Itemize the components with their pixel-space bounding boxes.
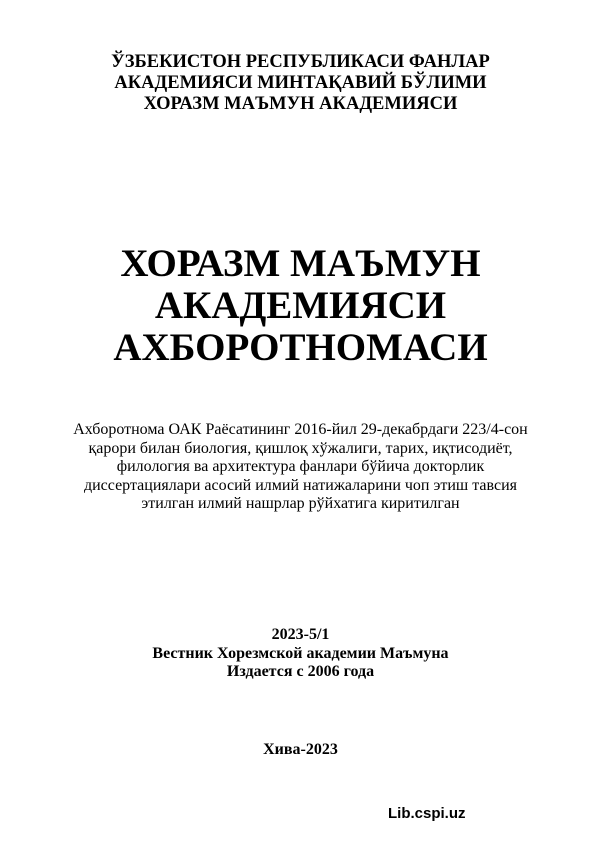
- published-since: Издается с 2006 года: [226, 663, 375, 680]
- institution-line-3: ХОРАЗМ МАЪМУН АКАДЕМИЯСИ: [143, 94, 458, 114]
- accreditation-line-2: қарори билан биология, қишлоқ хўжалиги, тарих, иқтисодиёт,: [88, 439, 513, 457]
- issue-info: [0, 626, 601, 682]
- accreditation-statement: [0, 421, 601, 514]
- institution-line-2: АКАДЕМИЯСИ МИНТАҚАВИЙ БЎЛИМИ: [114, 73, 487, 93]
- journal-title: [0, 243, 601, 369]
- place-and-year: [0, 741, 601, 759]
- russian-title: Вестник Хорезмской академии Маъмуна: [152, 644, 449, 662]
- accreditation-line-1: Ахборотнома ОАК Раёсатининг 2016-йил 29-декабрдаги 223/4-сон: [73, 421, 528, 438]
- institution-line-1: ЎЗБЕКИСТОН РЕСПУБЛИКАСИ ФАНЛАР: [111, 52, 490, 72]
- place-year-text: Хива-2023: [263, 741, 338, 758]
- accreditation-line-5: этилган илмий нашрлар рўйхатига киритилган: [141, 495, 460, 512]
- institution-header: [0, 52, 601, 115]
- accreditation-line-4: диссертациялари асосий илмий натижаларини чоп этиш тавсия: [83, 476, 518, 494]
- issue-number: 2023-5/1: [271, 626, 330, 643]
- accreditation-line-3: филология ва архитектура фанлари бўйича докторлик: [116, 458, 485, 475]
- journal-title-line-3: АХБОРОТНОМАСИ: [113, 326, 488, 369]
- journal-title-line-2: АКАДЕМИЯСИ: [154, 284, 447, 327]
- library-watermark: Lib.cspi.uz: [388, 805, 466, 822]
- journal-title-line-1: ХОРАЗМ МАЪМУН: [120, 242, 481, 285]
